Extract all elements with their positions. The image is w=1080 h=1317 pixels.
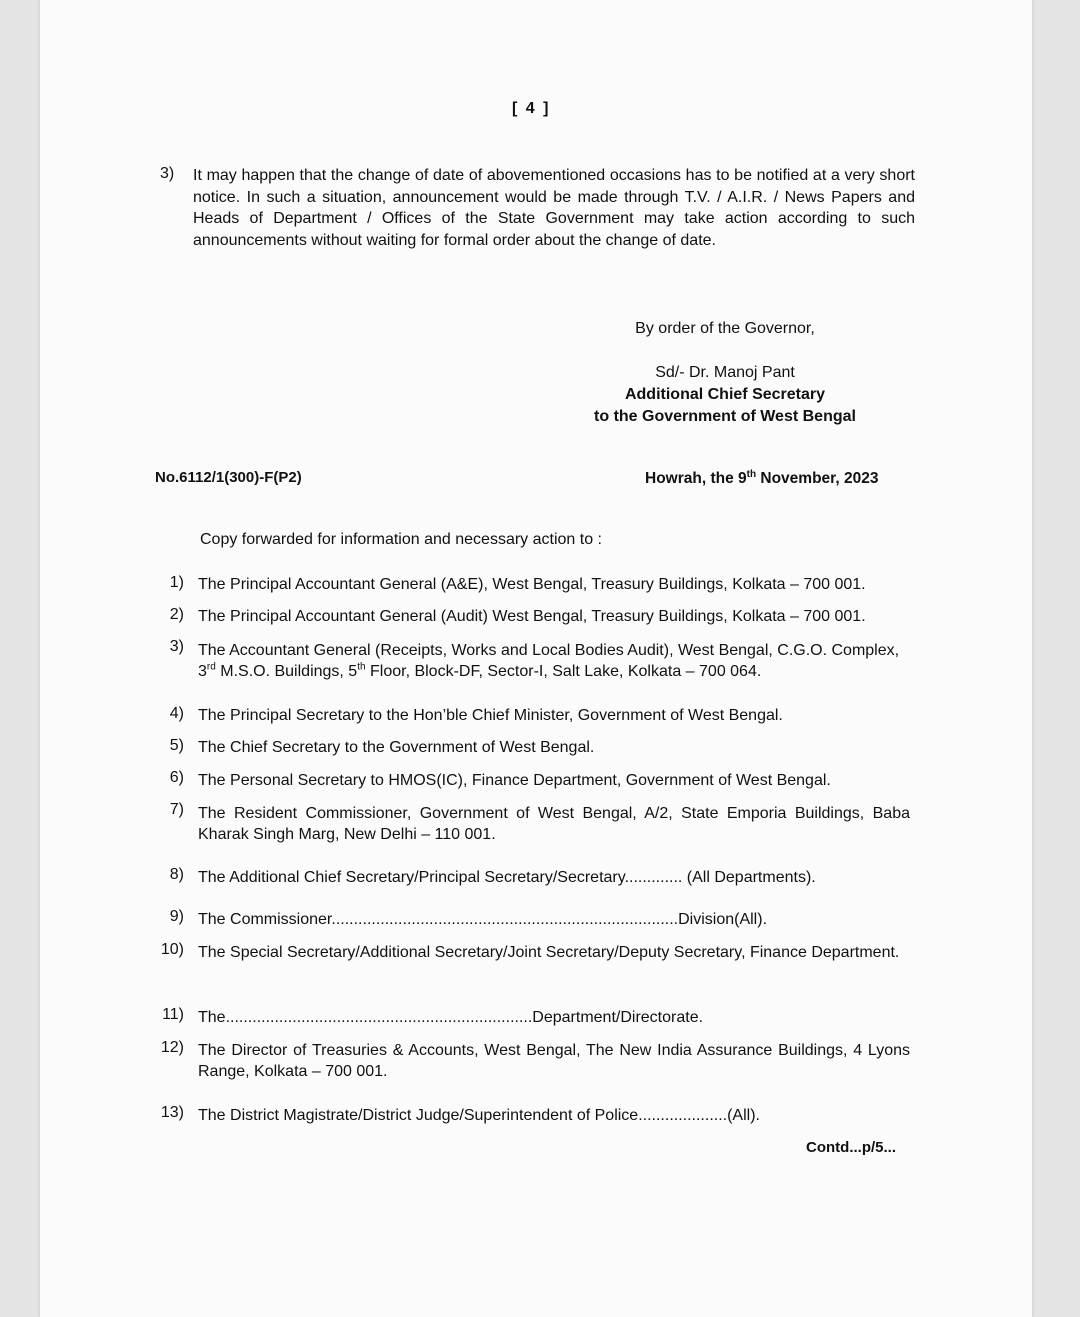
recipient-number: 12) xyxy=(160,1039,184,1056)
signatory-name: Sd/- Dr. Manoj Pant xyxy=(655,364,795,381)
recipient-number: 3) xyxy=(169,638,184,655)
recipient-number: 1) xyxy=(169,574,184,591)
paragraph-text: It may happen that the change of date of abovementioned occasions has to be notified at a very short notice. In such a situation, announcement would be made through T.V. / A.I.R. / News Papers and Heads of Department / Offices of the State Government may take action according to such announcements without waiting for formal order about the change of date. xyxy=(193,167,915,249)
signatory-government: to the Government of West Bengal xyxy=(594,408,856,425)
page-number: [ 4 ] xyxy=(512,100,551,117)
recipient-number: 10) xyxy=(160,941,184,958)
recipient-text: The Personal Secretary to HMOS(IC), Finance Department, Government of West Bengal. xyxy=(198,772,831,789)
recipient-number: 6) xyxy=(169,769,184,786)
recipient-text: The Commissioner..............................................................................Division(All). xyxy=(198,911,768,928)
copy-forwarded-line: Copy forwarded for information and necessary action to : xyxy=(200,531,602,548)
continued-marker: Contd...p/5... xyxy=(806,1139,896,1156)
recipient-number: 11) xyxy=(162,1006,184,1023)
recipient-text: The Principal Accountant General (A&E), West Bengal, Treasury Buildings, Kolkata – 700 001. xyxy=(198,576,866,593)
recipient-number: 7) xyxy=(169,801,184,818)
recipient-number: 5) xyxy=(169,737,184,754)
recipient-number: 13) xyxy=(160,1104,184,1121)
recipient-text: The Chief Secretary to the Government of West Bengal. xyxy=(198,739,595,756)
by-order-line: By order of the Governor, xyxy=(635,320,815,337)
recipient-text: The Additional Chief Secretary/Principal Secretary/Secretary............. (All Departments). xyxy=(198,869,816,886)
recipient-number: 4) xyxy=(169,705,184,722)
recipient-number: 8) xyxy=(169,866,184,883)
recipient-text: The District Magistrate/District Judge/Superintendent of Police....................(All). xyxy=(198,1107,760,1124)
paragraph-number: 3) xyxy=(160,165,175,182)
recipient-text: The Director of Treasuries & Accounts, West Bengal, The New India Assurance Buildings, 4 Lyons Range, Kolkata – 700 001. xyxy=(198,1042,910,1080)
recipient-text: The Accountant General (Receipts, Works and Local Bodies Audit), West Bengal, C.G.O. Complex, 3rd M.S.O. Buildings, 5th Floor, Block-DF, Sector-I, Salt Lake, Kolkata – 700 064. xyxy=(198,642,900,680)
memo-number: No.6112/1(300)-F(P2) xyxy=(155,469,302,486)
document-page xyxy=(40,0,1032,1317)
signatory-designation: Additional Chief Secretary xyxy=(624,386,826,403)
date-line: Howrah, the 9th November, 2023 xyxy=(645,468,879,487)
recipient-text: The Resident Commissioner, Government of West Bengal, A/2, State Emporia Buildings, Baba Kharak Singh Marg, New Delhi – 110 001. xyxy=(198,805,910,843)
recipient-text: The.....................................................................Department/Directorate. xyxy=(198,1009,704,1026)
recipient-text: The Special Secretary/Additional Secretary/Joint Secretary/Deputy Secretary, Finance Department. xyxy=(198,944,900,961)
recipient-number: 2) xyxy=(169,606,184,623)
recipient-number: 9) xyxy=(169,908,184,925)
recipient-text: The Principal Secretary to the Hon’ble Chief Minister, Government of West Bengal. xyxy=(198,707,783,724)
recipient-text: The Principal Accountant General (Audit) West Bengal, Treasury Buildings, Kolkata – 700 001. xyxy=(198,608,866,625)
